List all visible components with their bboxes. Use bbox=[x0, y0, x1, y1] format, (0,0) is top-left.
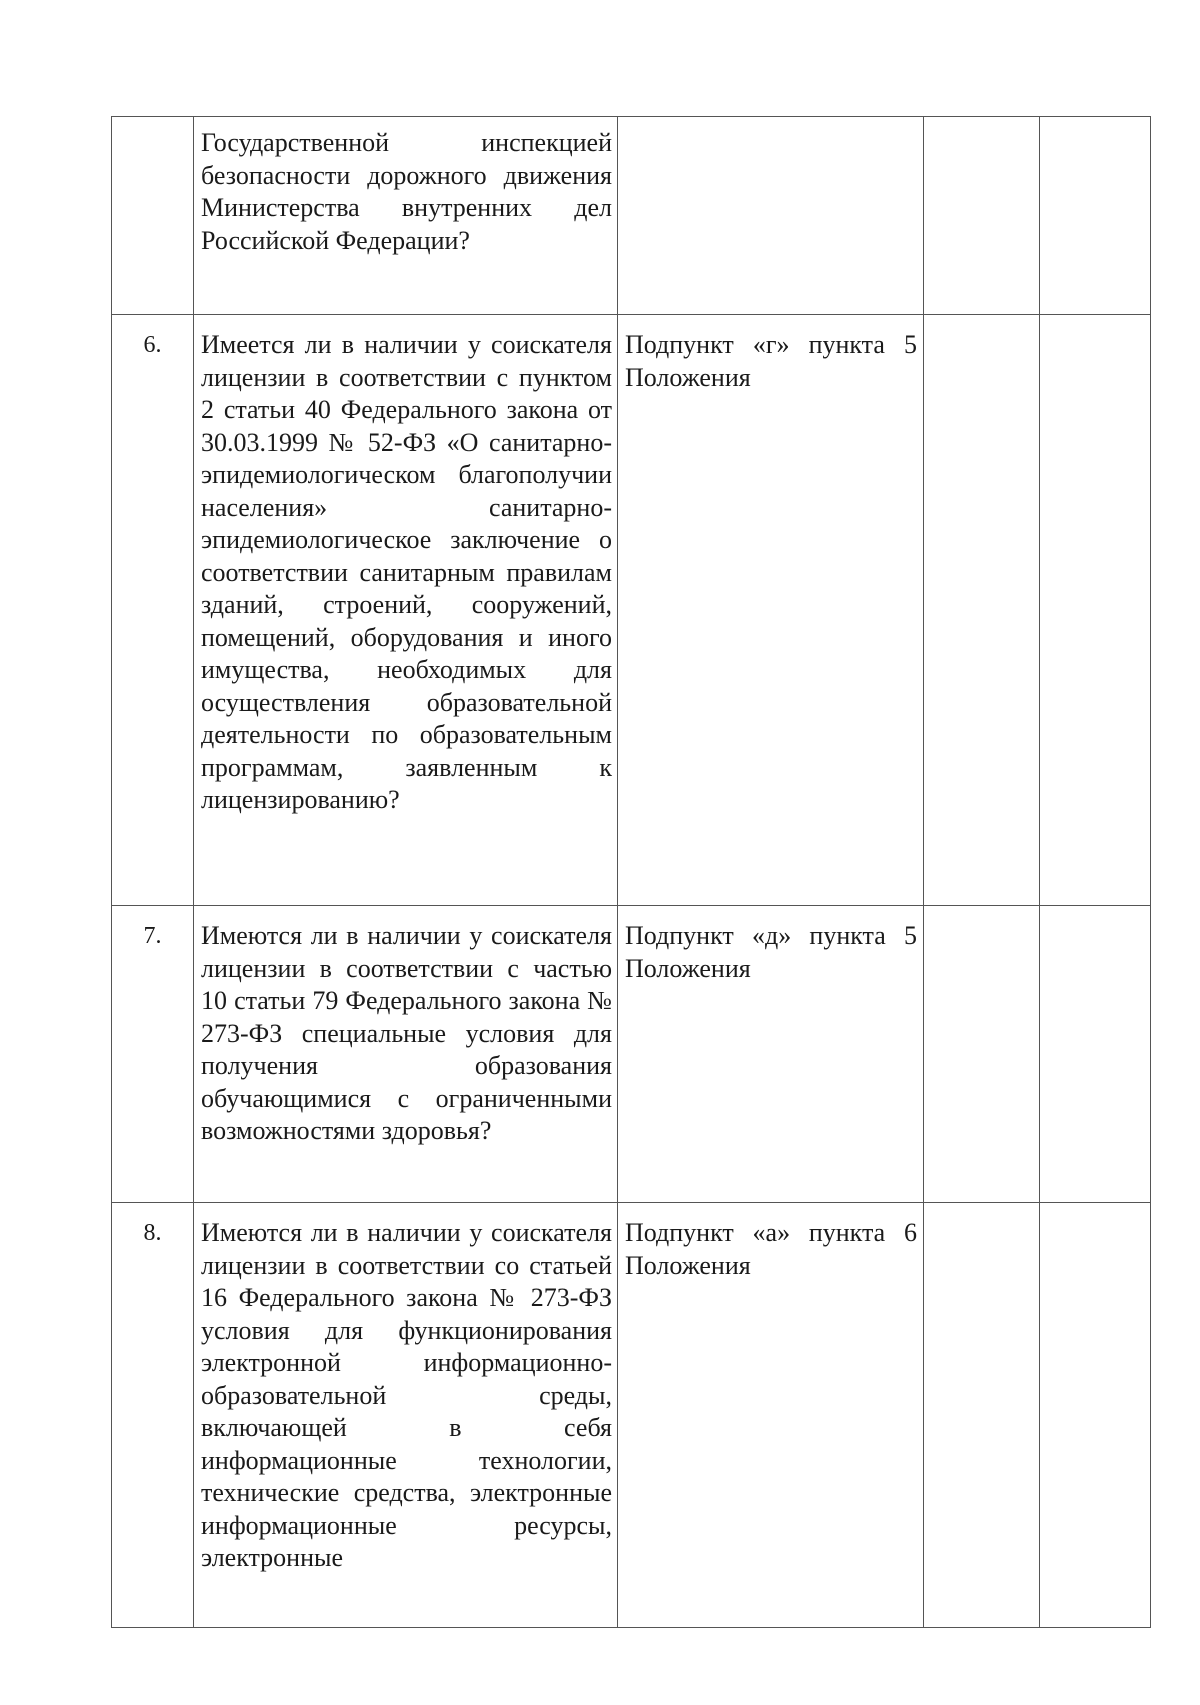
question-text: Имеются ли в наличии у соискателя лицензии в соответствии со статьей 16 Федерального закона № 273-ФЗ условия для функционирования электронной информационно-образовательной среды, включающей в себя информационные технологии, технические средства, электронные информационные ресурсы, электронные bbox=[201, 1218, 612, 1572]
row-number: 6. bbox=[143, 332, 162, 358]
checklist-table bbox=[111, 116, 1151, 1628]
question-text: Государственной инспекцией безопасности дорожного движения Министерства внутренних дел Российской Федерации? bbox=[201, 128, 612, 255]
reference-text bbox=[618, 117, 923, 139]
table-row bbox=[112, 906, 1151, 1203]
note-cell-empty bbox=[1040, 1203, 1151, 1628]
note-cell-empty bbox=[1040, 906, 1151, 1203]
note-cell-empty bbox=[1040, 117, 1151, 315]
row-number-cell bbox=[112, 117, 194, 315]
table-row bbox=[112, 315, 1151, 906]
reference-cell bbox=[618, 315, 924, 906]
answer-cell-empty bbox=[924, 117, 1040, 315]
reference-text: Подпункт «д» пункта 5 Положения bbox=[625, 921, 917, 983]
reference-cell bbox=[618, 1203, 924, 1628]
reference-cell bbox=[618, 906, 924, 1203]
row-number: 7. bbox=[143, 923, 162, 949]
question-cell bbox=[194, 117, 618, 315]
answer-cell-empty bbox=[924, 1203, 1040, 1628]
reference-text: Подпункт «г» пункта 5 Положения bbox=[625, 330, 917, 392]
question-cell bbox=[194, 315, 618, 906]
question-text: Имеется ли в наличии у соискателя лицензии в соответствии с пунктом 2 статьи 40 Федерального закона от 30.03.1999 № 52-ФЗ «О санитарно-эпидемиологическом благополучии населения» санитарно-эпидемиологическое заключение о соответствии санитарным правилам зданий, строений, сооружений, помещений, оборудования и иного имущества, необходимых для осуществления образовательной деятельности по образовательным программам, заявленным к лицензированию? bbox=[201, 330, 612, 814]
answer-cell-empty bbox=[924, 315, 1040, 906]
question-cell bbox=[194, 1203, 618, 1628]
reference-text: Подпункт «а» пункта 6 Положения bbox=[625, 1218, 917, 1280]
row-number-cell bbox=[112, 906, 194, 1203]
answer-cell-empty bbox=[924, 906, 1040, 1203]
question-cell bbox=[194, 906, 618, 1203]
table-row bbox=[112, 1203, 1151, 1628]
row-number-cell bbox=[112, 1203, 194, 1628]
row-number-cell bbox=[112, 315, 194, 906]
row-number: 8. bbox=[143, 1220, 162, 1246]
note-cell-empty bbox=[1040, 315, 1151, 906]
question-text: Имеются ли в наличии у соискателя лицензии в соответствии с частью 10 статьи 79 Федерального закона № 273-ФЗ специальные условия для получения образования обучающимися с ограниченными возможностями здоровья? bbox=[201, 921, 612, 1145]
reference-cell bbox=[618, 117, 924, 315]
table-row bbox=[112, 117, 1151, 315]
